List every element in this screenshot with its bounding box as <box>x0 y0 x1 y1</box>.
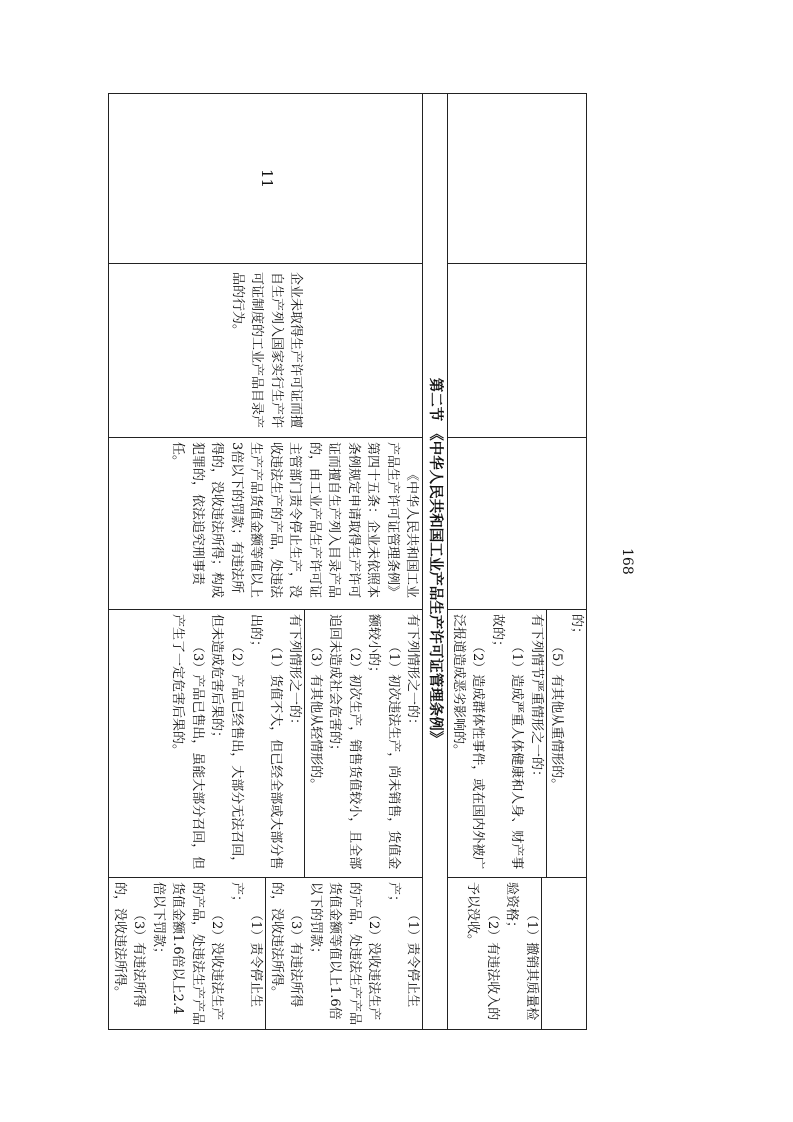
circumstance-top: 的； （5）有其他从重情形的。 <box>549 614 584 792</box>
table-row <box>109 94 423 1030</box>
penalty-tier-1: （1）责令停止生产； （2）没收违法生产的产品，处违法生产产品货值金额等值以上1.6倍以下的罚款； （3）有违法所得的，没收违法所得。 <box>269 882 421 1026</box>
continued-circumstance-cell <box>448 610 587 878</box>
circumstance-serious: 有下列情节严重情形之一的： （1）造成严重人体健康和人身、财产事故的； （2）造成群体性事件，或在国内外被广泛报道造成恶劣影响的。 <box>449 610 548 877</box>
violation-cell: 企业未取得生产许可证而擅自生产列入国家实行生产许可证制度的工业产品目录产品的行为。 <box>109 264 423 438</box>
circumstance-tier-1: 有下列情形之一的： （1）初次违法生产，尚未销售，货值金额较小的； （2）初次生产，销售货值较小，且全部追回未造成社会危害的； （3）有其他从轻情形的。 <box>308 614 421 870</box>
section-header: 第二节 《中华人民共和国工业产品生产许可证管理条例》 <box>423 94 448 1030</box>
penalty-top-empty <box>542 878 586 1029</box>
penalty-cell <box>109 878 423 1030</box>
penalty-standards-table <box>109 93 588 1030</box>
row-number: 11 <box>109 94 423 264</box>
circumstance-cell <box>109 610 423 878</box>
legal-basis-cell: 《中华人民共和国工业产品生产许可证管理条例》第四十五条：企业未依照本条例规定申请取得生产许可证而擅自生产列入目录产品的，由工业产品生产许可证主管部门责令停止生产，没收违法生产的产品，处违法生产产品货值金额等值以上3倍以下的罚款；有违法所得的，没收违法所得；构成犯罪的，依法追究刑事责任。 <box>109 438 423 610</box>
continued-number-cell <box>448 94 587 264</box>
continued-violation-cell <box>448 264 587 438</box>
rotated-table-wrapper <box>112 93 587 1029</box>
circumstance-tier-2: 有下列情形之一的： （1）货值不大，但已经全部或大部分售出的； （2）产品已经售出，大部分无法召回，但未造成危害后果的； （3）产品已售出，虽能大部分召回，但产生了一定危害后果的。 <box>168 610 306 877</box>
continued-penalty-cell <box>448 878 587 1030</box>
penalty-serious: （1）撤销其质量检验资格； （2）有违法收入的予以没收。 <box>463 878 542 1029</box>
penalty-tier-2: （1）责令停止生产； （2）没收违法生产的产品，处违法生产产品货值金额1.6倍以上2.4倍以下罚款； （3）有违法所得的，没收违法所得。 <box>110 878 267 1029</box>
page-number: 168 <box>619 548 635 575</box>
continued-row <box>448 94 587 1030</box>
section-header-row <box>423 94 448 1030</box>
continued-basis-cell <box>448 438 587 610</box>
